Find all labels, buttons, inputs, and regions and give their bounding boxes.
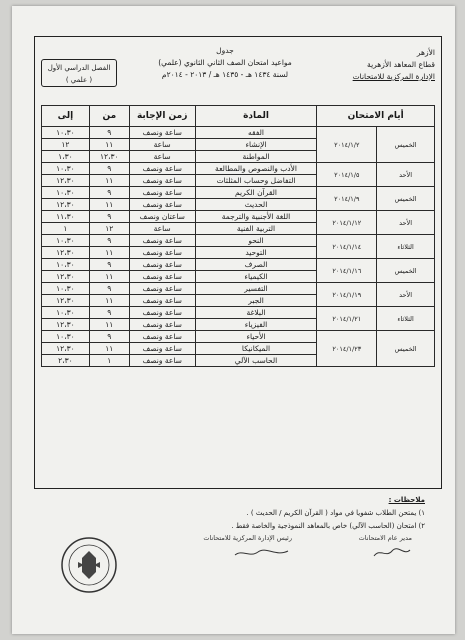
duration-cell: ساعة ونصف — [129, 163, 195, 175]
exam-day-name: الخميس — [377, 187, 435, 211]
exam-date: ٢٠١٤/١/١٢ — [317, 211, 377, 235]
start-time-cell: ١١ — [89, 139, 129, 151]
end-time-cell: ١٠،٣٠ — [42, 307, 90, 319]
duration-cell: ساعة ونصف — [129, 271, 195, 283]
start-time-cell: ٩ — [89, 127, 129, 139]
end-time-cell: ١٢،٣٠ — [42, 199, 90, 211]
subject-cell: الحديث — [195, 199, 317, 211]
end-time-cell: ١٢ — [42, 139, 90, 151]
end-time-cell: ١٠،٣٠ — [42, 127, 90, 139]
duration-cell: ساعة ونصف — [129, 175, 195, 187]
org-line-1: الأزهر — [416, 48, 435, 57]
schedule-frame — [34, 36, 442, 489]
subject-cell: البلاغة — [195, 307, 317, 319]
start-time-cell: ١١ — [89, 343, 129, 355]
exam-date: ٢٠١٤/١/٢ — [317, 127, 377, 163]
duration-cell: ساعة ونصف — [129, 331, 195, 343]
duration-cell: ساعة — [129, 139, 195, 151]
subject-cell: الميكانيكا — [195, 343, 317, 355]
document-subtitle: مواعيد امتحان الصف الثاني الثانوي (علمي) — [158, 58, 292, 67]
start-time-cell: ١٢،٣٠ — [89, 151, 129, 163]
document-title-block — [135, 45, 315, 81]
start-time-cell: ٩ — [89, 187, 129, 199]
end-time-cell: ١٢،٣٠ — [42, 295, 90, 307]
notes-section — [35, 494, 425, 533]
duration-cell: ساعة ونصف — [129, 283, 195, 295]
subject-cell: النحو — [195, 235, 317, 247]
duration-cell: ساعة — [129, 223, 195, 235]
signature-title-central-admin: رئيس الإدارة المركزية للامتحانات — [203, 534, 292, 542]
end-time-cell: ١٢،٣٠ — [42, 247, 90, 259]
notes-title: ملاحظات : — [388, 496, 425, 504]
note-item-1: ١) يمتحن الطلاب شفويا في مواد ( القرآن الكريم / الحديث ) . — [246, 509, 425, 517]
subject-cell: التوحيد — [195, 247, 317, 259]
subject-cell: الأحياء — [195, 331, 317, 343]
start-time-cell: ١١ — [89, 271, 129, 283]
exam-day-name: الثلاثاء — [377, 235, 435, 259]
subject-cell: الكيمياء — [195, 271, 317, 283]
table-row — [42, 331, 435, 343]
header-to: إلى — [42, 106, 90, 127]
start-time-cell: ٩ — [89, 211, 129, 223]
end-time-cell: ١ — [42, 223, 90, 235]
term-box — [41, 59, 117, 87]
signature-general-manager — [359, 534, 412, 542]
end-time-cell: ١٠،٣٠ — [42, 235, 90, 247]
duration-cell: ساعة ونصف — [129, 247, 195, 259]
end-time-cell: ١٢،٣٠ — [42, 319, 90, 331]
table-row — [42, 211, 435, 223]
start-time-cell: ١١ — [89, 247, 129, 259]
exam-date: ٢٠١٤/١/١٤ — [317, 235, 377, 259]
end-time-cell: ١٠،٣٠ — [42, 163, 90, 175]
exam-day-name: الخميس — [377, 259, 435, 283]
start-time-cell: ٩ — [89, 163, 129, 175]
duration-cell: ساعة ونصف — [129, 187, 195, 199]
table-header-row — [42, 106, 435, 127]
table-row — [42, 283, 435, 295]
subject-cell: المواطنة — [195, 151, 317, 163]
start-time-cell: ١١ — [89, 295, 129, 307]
subject-cell: التربية الفنية — [195, 223, 317, 235]
subject-cell: اللغة الأجنبية والترجمة — [195, 211, 317, 223]
end-time-cell: ١٠،٣٠ — [42, 187, 90, 199]
end-time-cell: ١٠،٣٠ — [42, 331, 90, 343]
start-time-cell: ١ — [89, 355, 129, 367]
exam-date: ٢٠١٤/١/٥ — [317, 163, 377, 187]
subject-cell: الجبر — [195, 295, 317, 307]
duration-cell: ساعة ونصف — [129, 127, 195, 139]
subject-cell: التفسير — [195, 283, 317, 295]
subject-cell: الصرف — [195, 259, 317, 271]
duration-cell: ساعة ونصف — [129, 259, 195, 271]
table-row — [42, 163, 435, 175]
header-subject: المادة — [195, 106, 317, 127]
document-page — [12, 6, 455, 634]
duration-cell: ساعة ونصف — [129, 295, 195, 307]
duration-cell: ساعة ونصف — [129, 343, 195, 355]
exam-date: ٢٠١٤/١/٢١ — [317, 307, 377, 331]
subject-cell: الفيزياء — [195, 319, 317, 331]
organization-header — [335, 47, 435, 83]
start-time-cell: ٩ — [89, 307, 129, 319]
exam-date: ٢٠١٤/١/٢٣ — [317, 331, 377, 367]
exam-schedule-table — [41, 105, 435, 367]
subject-cell: الحاسب الآلي — [195, 355, 317, 367]
start-time-cell: ٩ — [89, 235, 129, 247]
start-time-cell: ١١ — [89, 175, 129, 187]
org-line-2: قطاع المعاهد الأزهرية — [367, 60, 435, 69]
end-time-cell: ١،٣٠ — [42, 151, 90, 163]
official-seal-icon — [60, 536, 118, 594]
header-from: من — [89, 106, 129, 127]
note-item-2: ٢) امتحان (الحاسب الآلي) خاص بالمعاهد النموذجية والخاصة فقط . — [231, 522, 425, 530]
end-time-cell: ٢،٣٠ — [42, 355, 90, 367]
exam-day-name: الخميس — [377, 331, 435, 367]
exam-day-name: الأحد — [377, 211, 435, 235]
table-row — [42, 259, 435, 271]
signature-title-general-manager: مدير عام الامتحانات — [358, 534, 412, 542]
exam-day-name: الخميس — [377, 127, 435, 163]
start-time-cell: ١١ — [89, 199, 129, 211]
table-body — [42, 127, 435, 367]
signatures-row — [112, 534, 412, 554]
exam-day-name: الأحد — [377, 283, 435, 307]
subject-cell: الفقه — [195, 127, 317, 139]
start-time-cell: ١١ — [89, 319, 129, 331]
end-time-cell: ١١،٣٠ — [42, 211, 90, 223]
start-time-cell: ٩ — [89, 283, 129, 295]
header-duration: زمن الإجابة — [129, 106, 195, 127]
exam-day-name: الأحد — [377, 163, 435, 187]
signature-central-admin-head — [203, 534, 292, 542]
end-time-cell: ١٢،٣٠ — [42, 175, 90, 187]
document-title: جدول — [216, 46, 234, 55]
exam-date: ٢٠١٤/١/٩ — [317, 187, 377, 211]
duration-cell: ساعة ونصف — [129, 235, 195, 247]
end-time-cell: ١٠،٣٠ — [42, 259, 90, 271]
duration-cell: ساعة ونصف — [129, 319, 195, 331]
table-row — [42, 307, 435, 319]
start-time-cell: ١٢ — [89, 223, 129, 235]
subject-cell: الأدب والنصوص والمطالعة — [195, 163, 317, 175]
duration-cell: ساعة ونصف — [129, 199, 195, 211]
handwritten-signature-icon — [372, 546, 412, 560]
academic-year: لسنة ١٤٣٤ هـ - ١٤٣٥ هـ / ٢٠١٣ - ٢٠١٤م — [161, 70, 289, 79]
header-days: أيام الامتحان — [317, 106, 435, 127]
end-time-cell: ١٠،٣٠ — [42, 283, 90, 295]
duration-cell: ساعة ونصف — [129, 355, 195, 367]
duration-cell: ساعة — [129, 151, 195, 163]
subject-cell: الإنشاء — [195, 139, 317, 151]
start-time-cell: ٩ — [89, 331, 129, 343]
table-row — [42, 235, 435, 247]
subject-cell: التفاضل وحساب المثلثات — [195, 175, 317, 187]
exam-day-name: الثلاثاء — [377, 307, 435, 331]
table-row — [42, 187, 435, 199]
term-section: ( علمي ) — [65, 76, 93, 84]
handwritten-signature-icon — [232, 546, 292, 560]
table-row — [42, 127, 435, 139]
start-time-cell: ٩ — [89, 259, 129, 271]
end-time-cell: ١٢،٣٠ — [42, 271, 90, 283]
org-line-3: الإدارة المركزية للامتحانات — [352, 72, 435, 81]
exam-date: ٢٠١٤/١/١٩ — [317, 283, 377, 307]
duration-cell: ساعة ونصف — [129, 307, 195, 319]
duration-cell: ساعتان ونصف — [129, 211, 195, 223]
exam-date: ٢٠١٤/١/١٦ — [317, 259, 377, 283]
end-time-cell: ١٢،٣٠ — [42, 343, 90, 355]
subject-cell: القرآن الكريم — [195, 187, 317, 199]
term-label: الفصل الدراسي الأول — [47, 64, 111, 72]
